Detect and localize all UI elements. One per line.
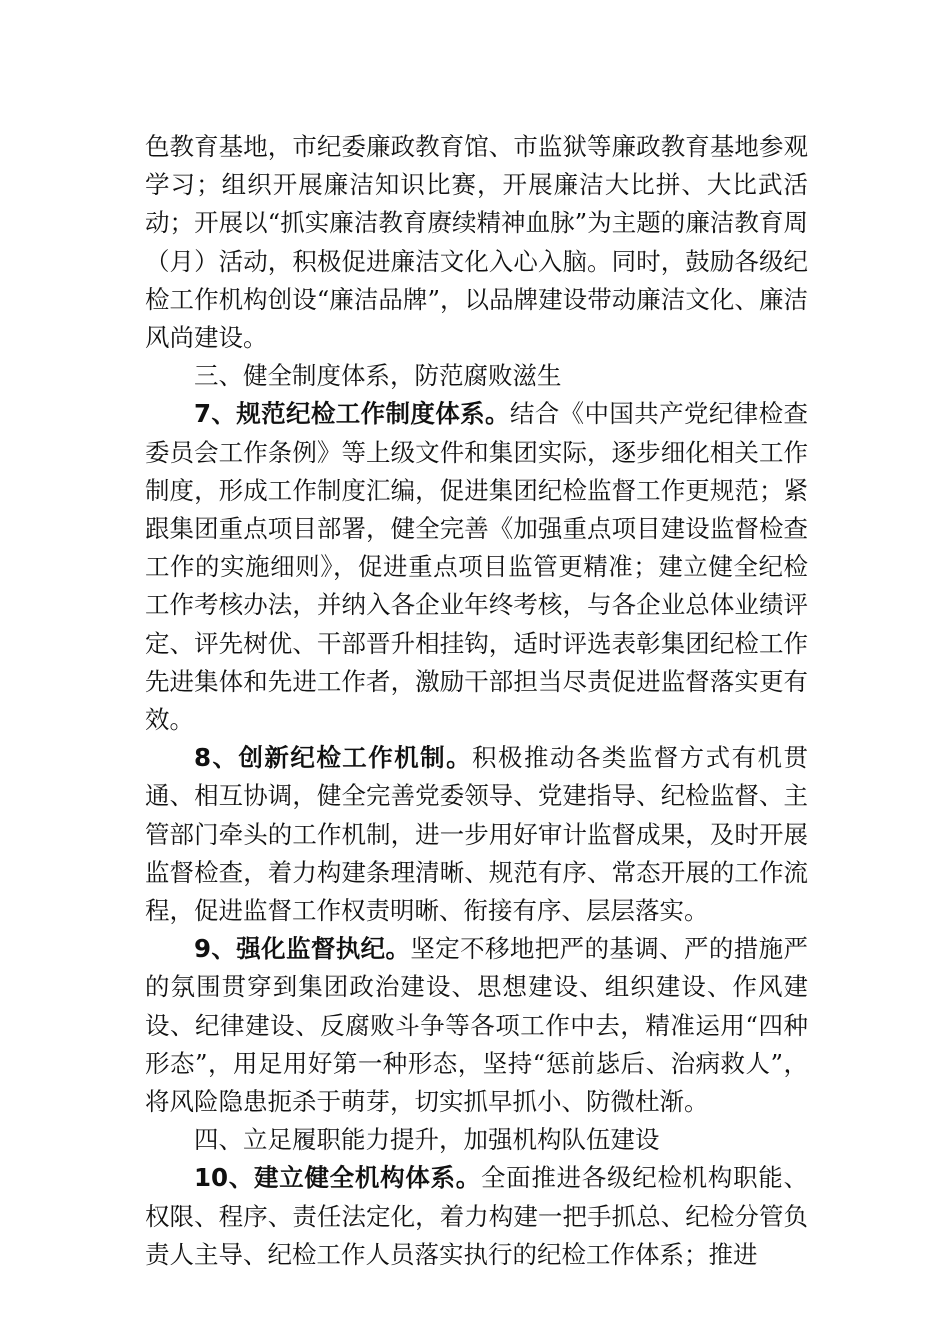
item-8-paragraph [145,739,808,930]
intro-paragraph: 色教育基地，市纪委廉政教育馆、市监狱等廉政教育基地参观学习；组织开展廉洁知识比赛，开展廉洁大比拼、大比武活动；开展以“抓实廉洁教育赓续精神血脉”为主题的廉洁教育周（月）活动，积极促进廉洁文化入心入脑。同时，鼓励各级纪检工作机构创设“廉洁品牌”，以品牌建设带动廉洁文化、廉洁风尚建设。 [145,132,808,353]
item-7-text: 结合《中国共产党纪律检查委员会工作条例》等上级文件和集团实际，逐步细化相关工作制度，形成工作制度汇编，促进集团纪检监督工作更规范；紧跟集团重点项目部署，健全完善《加强重点项目建设监督检查工作的实施细则》，促进重点项目监管更精准；建立健全纪检工作考核办法，并纳入各企业年终考核，与各企业总体业绩评定、评先树优、干部晋升相挂钩，适时评选表彰集团纪检工作先进集体和先进工作者，激励干部担当尽责促进监督落实更有效。 [145,399,809,735]
item-8-lead: 8、创新纪检工作机制。 [194,743,473,773]
item-9-paragraph [145,930,808,1121]
section-heading-4: 四、立足履职能力提升，加强机构队伍建设 [194,1125,660,1155]
item-10-paragraph [145,1159,808,1274]
item-7-lead: 7、规范纪检工作制度体系。 [194,399,510,429]
section-heading-3: 三、健全制度体系，防范腐败滋生 [194,361,562,391]
item-10-text: 全面推进各级纪检机构职能、权限、程序、责任法定化，着力构建一把手抓总、纪检分管负责人主导、纪检工作人员落实执行的纪检工作体系；推进 [145,1163,809,1269]
item-7-paragraph [145,395,808,739]
item-8-text: 积极推动各类监督方式有机贯通、相互协调，健全完善党委领导、党建指导、纪检监督、主管部门牵头的工作机制，进一步用好审计监督成果，及时开展监督检查，着力构建条理清晰、规范有序、常态开展的工作流程，促进监督工作权责明晰、衔接有序、层层落实。 [145,743,808,926]
item-9-text: 坚定不移地把严的基调、严的措施严的氛围贯穿到集团政治建设、思想建设、组织建设、作风建设、纪律建设、反腐败斗争等各项工作中去，精准运用“四种形态”，用足用好第一种形态，坚持“惩前毖后、治病救人”，将风险隐患扼杀于萌芽，切实抓早抓小、防微杜渐。 [145,934,809,1117]
item-9-lead: 9、强化监督执纪。 [194,934,411,964]
item-10-lead: 10、建立健全机构体系。 [194,1163,481,1193]
document-page [145,128,808,1274]
